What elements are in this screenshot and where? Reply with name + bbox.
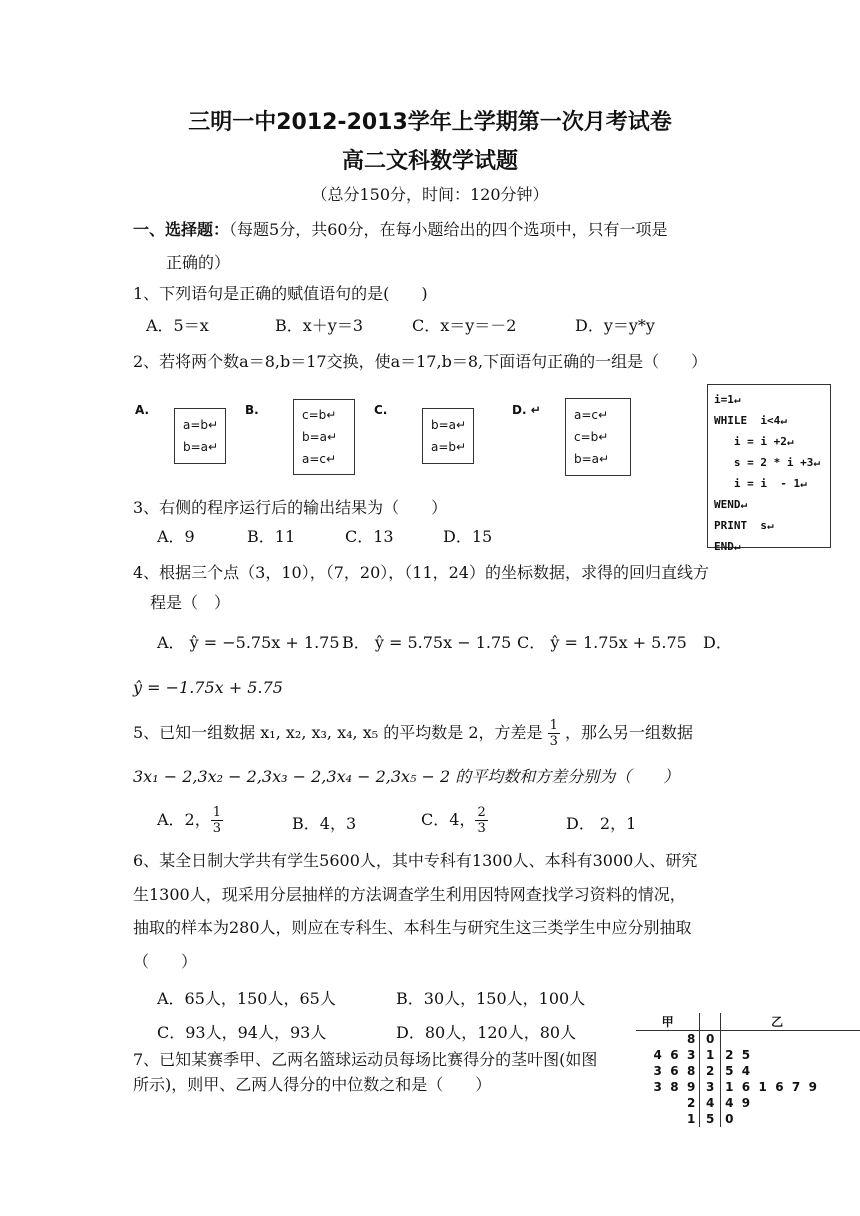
page-subtitle: 高二文科数学试题 [341, 149, 518, 174]
q7-line2: 所示)，则甲、乙两人得分的中位数之和是（ ） [133, 1075, 492, 1094]
leaf-left: 3 8 9 [653, 1080, 696, 1094]
leaf-right: 2 5 [725, 1048, 751, 1062]
code-line: a=b↵ [183, 418, 219, 432]
q5-stem-b: ，那么另一组数据 [564, 723, 693, 742]
q6-option-c: C．93人，94人，93人 [157, 1023, 327, 1042]
q2-stem: 2、若将两个数a＝8,b＝17交换，使a＝17,b＝8,下面语句正确的一组是（ ） [133, 352, 708, 371]
code-line: c=b↵ [302, 408, 337, 422]
q6-option-a: A．65人，150人，65人 [157, 989, 336, 1008]
code-line: a=b↵ [431, 440, 467, 454]
leaf-right: 4 9 [725, 1096, 751, 1110]
stem-value: 2 [700, 1063, 721, 1079]
q5-option-a-label: A．2， [157, 810, 211, 829]
fraction [211, 805, 223, 836]
numerator: 1 [549, 718, 558, 733]
header-right: 乙 [771, 1015, 784, 1029]
q3-stem: 3、右侧的程序运行后的输出结果为（ ） [133, 498, 448, 517]
program-line: i = i - 1↵ [714, 477, 807, 490]
q4-option-d-label: D． [703, 633, 732, 652]
program-line: WEND↵ [714, 498, 748, 511]
q5-stem-cont: 3x₁ − 2,3x₂ − 2,3x₃ − 2,3x₄ − 2,3x₅ − 2 的平均数和方差分别为（ ） [133, 767, 680, 786]
leaf-left: 8 [686, 1032, 696, 1046]
code-line: c=b↵ [574, 430, 609, 444]
q7-line1: 7、已知某赛季甲、乙两名篮球运动员每场比赛得分的茎叶图(如图 [133, 1050, 598, 1069]
code-line: b=a↵ [431, 418, 467, 432]
stem-value: 1 [700, 1047, 721, 1063]
q5-option-c [421, 805, 488, 836]
q3-option-a: A．9 [157, 527, 195, 546]
q6-line3: 抽取的样本为280人，则应在专科生、本科生与研究生这三类学生中应分别抽取 [133, 918, 692, 937]
code-line: b=a↵ [574, 452, 610, 466]
q2-label-c: C. [374, 403, 388, 417]
q3-option-d: D．15 [443, 527, 493, 546]
numerator: 2 [477, 805, 486, 820]
code-line: b=a↵ [302, 430, 338, 444]
table-row [636, 1079, 860, 1095]
fraction [475, 805, 487, 836]
program-line: WHILE i<4↵ [714, 414, 787, 427]
leaf-left: 1 [686, 1112, 696, 1126]
q2-box-a [174, 408, 226, 464]
q4-option-d: ŷ = −1.75x + 5.75 [133, 678, 283, 697]
q1-option-b: B．x＋y＝3 [275, 316, 364, 335]
q2-label-a: A. [135, 403, 150, 417]
table-row [636, 1063, 860, 1079]
section-desc: （每题5分，共60分，在每小题给出的四个选项中，只有一项是 [229, 220, 668, 239]
table-row [636, 1047, 860, 1063]
leaf-left: 3 6 8 [653, 1064, 696, 1078]
q2-label-b: B. [245, 403, 259, 417]
program-line: s = 2 * i +3↵ [714, 456, 820, 469]
leaf-right: 5 4 [725, 1064, 751, 1078]
q4-option-a: A． ŷ = −5.75x + 1.75 [157, 633, 340, 652]
leaf-left: 2 [686, 1096, 696, 1110]
program-line: PRINT s↵ [714, 519, 774, 532]
program-box [707, 384, 831, 553]
stem-leaf-plot [636, 1013, 860, 1127]
q4-stem: 4、根据三个点（3，10），（7，20），（11，24）的坐标数据，求得的回归直线方 [133, 563, 709, 582]
stem-value: 3 [700, 1079, 721, 1095]
table-row [636, 1031, 860, 1048]
q2-box-d [565, 398, 631, 476]
q2-box-b [293, 399, 355, 475]
q5-option-a [157, 805, 223, 836]
q5-option-b: B．4，3 [292, 814, 357, 833]
q3-option-c: C．13 [345, 527, 394, 546]
q1-option-c: C．x＝y＝－2 [412, 316, 517, 335]
q6-option-d: D．80人，120人，80人 [396, 1023, 577, 1042]
program-line: i = i +2↵ [714, 435, 794, 448]
section-title: 一、选择题： [133, 220, 230, 239]
page-title: 三明一中2012-2013学年上学期第一次月考试卷 [188, 110, 672, 135]
q4-option-c: C． ŷ = 1.75x + 5.75 [517, 633, 687, 652]
fraction [548, 718, 560, 749]
q6-line1: 6、某全日制大学共有学生5600人，其中专科有1300人、本科有3000人、研究 [133, 851, 698, 870]
q2-box-c [422, 408, 474, 464]
header-left: 甲 [661, 1015, 674, 1029]
section-heading [133, 220, 668, 240]
q5-option-d: D． 2，1 [566, 814, 637, 833]
q5-stem-a: 5、已知一组数据 x₁, x₂, x₃, x₄, x₅ 的平均数是 2，方差是 [133, 723, 543, 742]
q4-stem-cont: 程是（ ） [150, 593, 231, 612]
q6-line2: 生1300人，现采用分层抽样的方法调查学生利用因特网查找学习资料的情况， [133, 885, 686, 904]
q2-label-d: D. ↵ [512, 403, 541, 417]
denominator: 3 [549, 734, 558, 749]
code-line: a=c↵ [574, 408, 609, 422]
q1-option-a: A．5＝x [146, 316, 209, 335]
stem-value: 4 [700, 1095, 721, 1111]
program-line: i=1↵ [714, 393, 741, 406]
q5-option-c-label: C．4， [421, 810, 476, 829]
table-row [636, 1111, 860, 1127]
leaf-right: 1 6 1 6 7 9 [725, 1080, 817, 1094]
q6-line4: （ ） [133, 952, 198, 971]
q4-option-b: B． ŷ = 5.75x − 1.75 [342, 633, 512, 652]
leaf-right [721, 1031, 860, 1048]
section-desc-cont: 正确的） [166, 253, 231, 272]
q6-option-b: B．30人，150人，100人 [396, 989, 586, 1008]
program-line: END↵ [714, 540, 741, 553]
code-line: a=c↵ [302, 452, 337, 466]
denominator: 3 [212, 821, 222, 836]
denominator: 3 [477, 821, 486, 836]
numerator: 1 [212, 805, 222, 820]
stem-value: 5 [700, 1111, 721, 1127]
exam-info: （总分150分，时间：120分钟） [311, 185, 549, 204]
q1-stem: 1、下列语句是正确的赋值语句的是( ) [133, 284, 428, 303]
table-row [636, 1095, 860, 1111]
q3-option-b: B．11 [247, 527, 296, 546]
stem-value: 0 [700, 1031, 721, 1048]
q5-stem [133, 718, 693, 749]
code-line: b=a↵ [183, 440, 219, 454]
q1-option-d: D．y＝y*y [575, 316, 655, 335]
leaf-right: 0 [725, 1112, 734, 1126]
leaf-left: 4 6 3 [653, 1048, 696, 1062]
header-stem [700, 1013, 721, 1031]
